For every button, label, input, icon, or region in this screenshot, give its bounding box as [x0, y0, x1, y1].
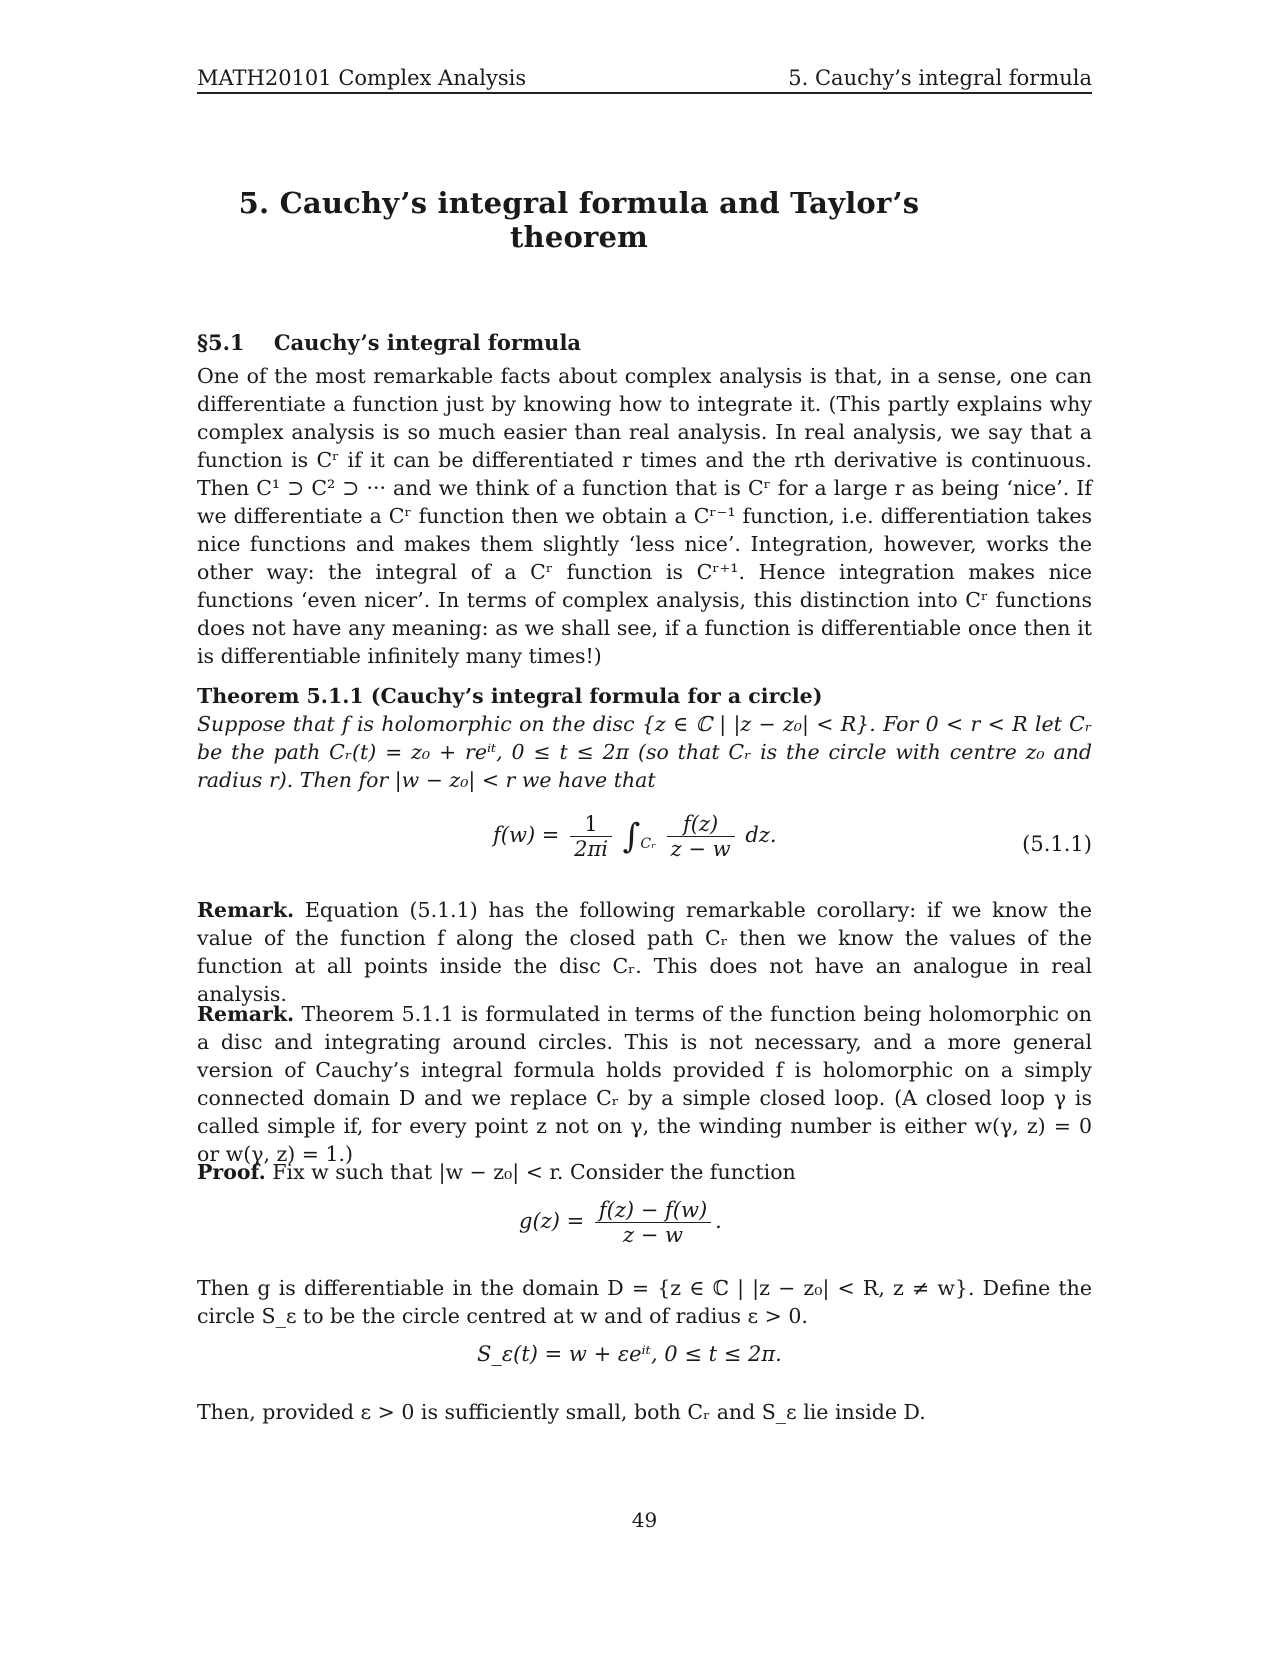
equation-circle [197, 1342, 1092, 1376]
equation-g [197, 1198, 1092, 1268]
theorem-block [197, 682, 1092, 794]
eq1-fraction-1 [570, 812, 612, 861]
header-chapter: 5. Cauchy’s integral formula [788, 66, 1092, 90]
eq1-frac2-den: z − w [670, 837, 731, 861]
proof-label: Proof. [197, 1160, 266, 1184]
remark-2-label: Remark. [197, 1002, 295, 1026]
final-paragraph: Then, provided ε > 0 is sufficiently small, both Cᵣ and S_ε lie inside D. [197, 1400, 926, 1424]
theorem-statement: Suppose that f is holomorphic on the disc {z ∈ ℂ | |z − z₀| < R}. For 0 < r < R let Cᵣ be the path Cᵣ(t) = z₀ + reⁱᵗ, 0 ≤ t ≤ 2π (so that Cᵣ is the circle with centre z₀ and radius r). Then for |w − z₀| < r we have that [197, 712, 1092, 792]
eq2-tail: . [715, 1209, 722, 1233]
remark-2-text: Theorem 5.1.1 is formulated in terms of the function being holomorphic on a disc and integrating around circles. This is not necessary, and a more general version of Cauchy’s integral formula holds provided f is holomorphic on a simply connected domain D and we replace Cᵣ by a simple closed loop. (A closed loop γ is called simple if, for every point z not on γ, the winding number is either w(γ, z) = 0 or w(γ, z) = 1.) [197, 1002, 1092, 1166]
eq1-fraction-2 [667, 812, 735, 861]
eq2-den: z − w [623, 1223, 684, 1247]
remark-1-label: Remark. [197, 898, 295, 922]
eq1-lhs: f(w) = [493, 823, 560, 847]
eq2-lhs: g(z) = [519, 1209, 585, 1233]
proof-text: Fix w such that |w − z₀| < r. Consider the function [272, 1160, 796, 1184]
integral-sign: ∫ [622, 816, 641, 857]
section-number: §5.1 [197, 330, 245, 355]
eq3-text: S_ε(t) = w + εeⁱᵗ, 0 ≤ t ≤ 2π. [477, 1342, 782, 1366]
eq1-frac2-num: f(z) [667, 812, 735, 837]
eq1-frac1-den: 2πi [574, 837, 608, 861]
integral-subscript: Cᵣ [640, 836, 656, 852]
eq2-num: f(z) − f(w) [595, 1198, 711, 1223]
chapter-title: 5. Cauchy’s integral formula and Taylor’s theorem [238, 186, 920, 254]
eq2-fraction [595, 1198, 711, 1247]
page-number: 49 [631, 1508, 658, 1532]
section-title: Cauchy’s integral formula [273, 330, 582, 355]
equation-5-1-1 [197, 812, 1092, 892]
remark-1 [197, 896, 1092, 1008]
eq1-frac1-num: 1 [570, 812, 612, 837]
remark-1-text: Equation (5.1.1) has the following remarkable corollary: if we know the value of the function f along the closed path Cᵣ then we know the values of the function at all points inside the disc Cᵣ. This does not have an analogue in real analysis. [197, 898, 1092, 1006]
eq1-tail: dz. [745, 823, 777, 847]
intro-paragraph: One of the most remarkable facts about complex analysis is that, in a sense, one can differentiate a function just by knowing how to integrate it. (This partly explains why complex analysis is so much easier than real analysis. In real analysis, we say that a function is Cʳ if it can be differentiated r times and the rth derivative is continuous. Then C¹ ⊃ C² ⊃ ··· and we think of a function that is Cʳ for a large r as being ‘nice’. If we differentiate a Cʳ function then we obtain a Cʳ⁻¹ function, i.e. differentiation takes nice functions and makes them slightly ‘less nice’. Integration, however, works the other way: the integral of a Cʳ function is Cʳ⁺¹. Hence integration makes nice functions ‘even nicer’. In terms of complex analysis, this distinction into Cʳ functions does not have any meaning: as we shall see, if a function is differentiable once then it is differentiable infinitely many times!) [197, 364, 1092, 668]
domain-paragraph: Then g is differentiable in the domain D = {z ∈ ℂ | |z − z₀| < R, z ≠ w}. Define the circle S_ε to be the circle centred at w and of radius ε > 0. [197, 1276, 1092, 1328]
header-course: MATH20101 Complex Analysis [197, 66, 527, 90]
proof-paragraph [197, 1158, 1092, 1186]
theorem-heading: Theorem 5.1.1 (Cauchy’s integral formula for a circle) [197, 684, 823, 708]
equation-tag: (5.1.1) [1022, 832, 1092, 856]
running-header [197, 62, 1092, 94]
section-heading [197, 330, 581, 355]
remark-2 [197, 1000, 1092, 1168]
